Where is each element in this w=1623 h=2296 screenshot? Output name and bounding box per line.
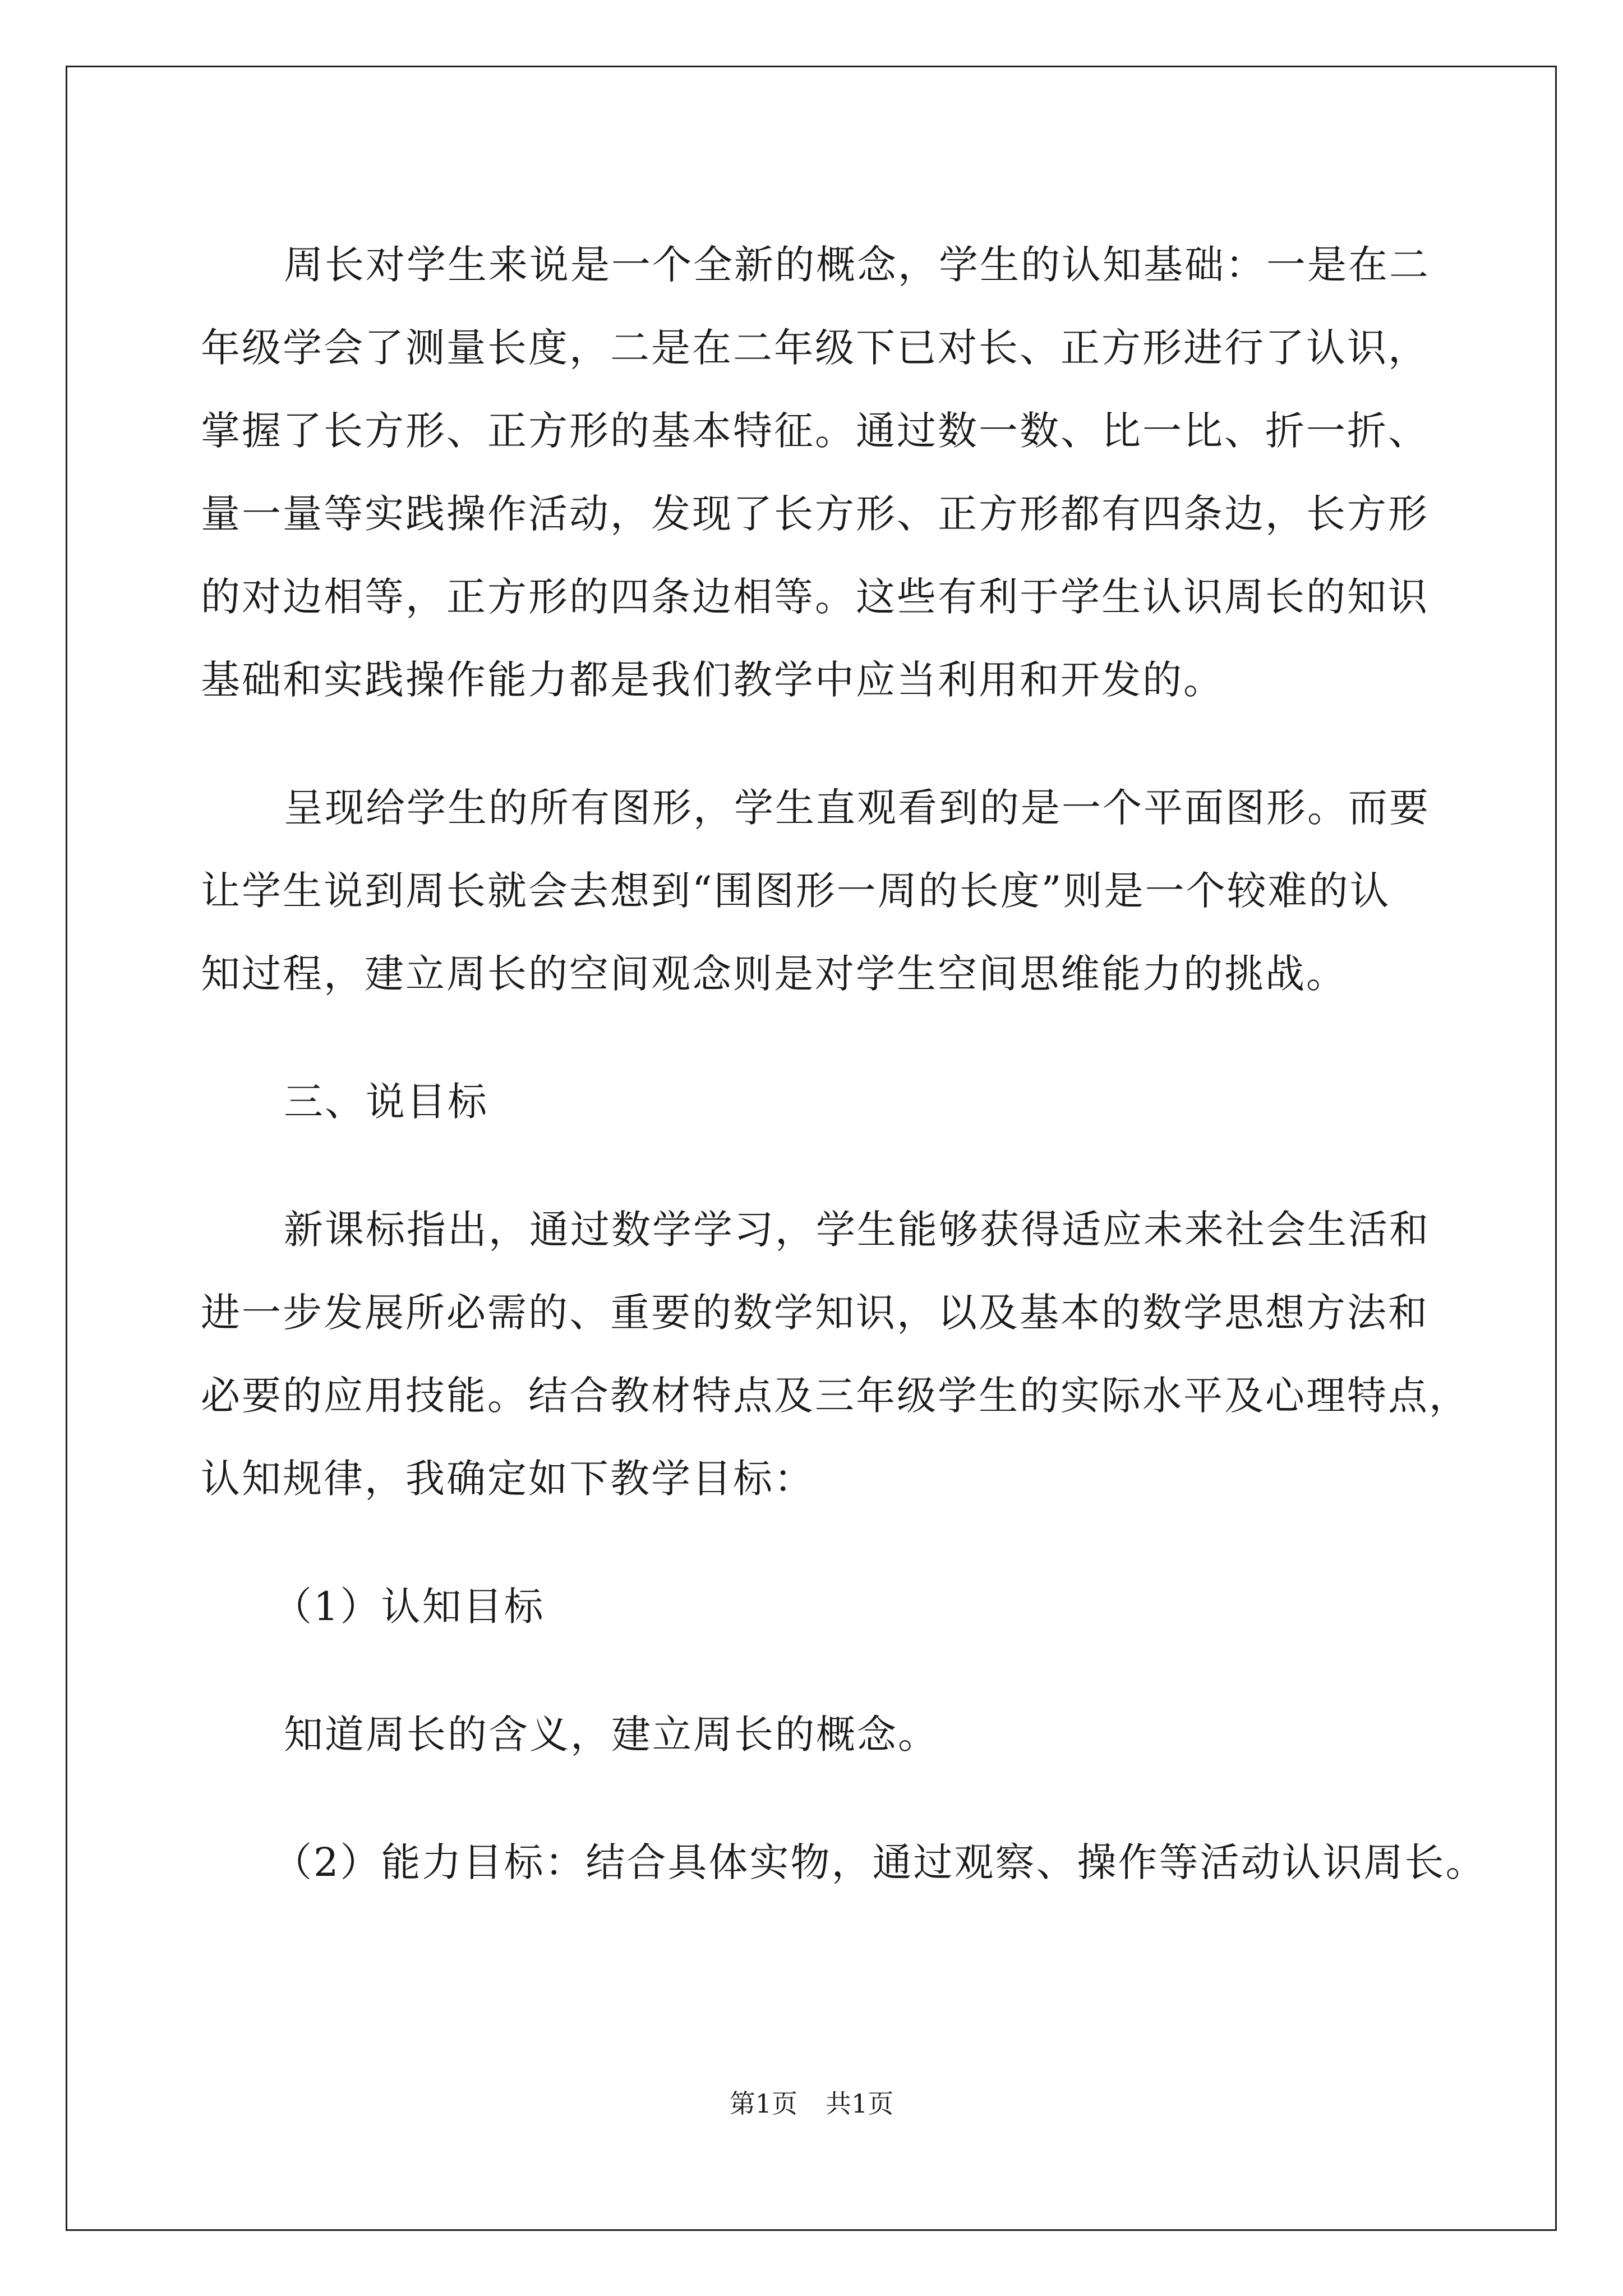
page-footer	[0, 2087, 1623, 2120]
objective-ability	[201, 1821, 1491, 1904]
list-item-heading: （2）能力目标：结合具体实物，通过观察、操作等活动认识周长。	[273, 1839, 1487, 1885]
paragraph-line: 基础和实践操作能力都是我们教学中应当利用和开发的。	[201, 657, 1224, 703]
page-number-current: 第1页	[729, 2088, 797, 2119]
paragraph-line: 年级学会了测量长度，二是在二年级下已对长、正方形进行了认识，	[201, 325, 1429, 371]
section-heading-objectives	[201, 1060, 1491, 1143]
paragraph-line: 让学生说到周长就会去想到“围图形一周的长度”则是一个较难的认	[201, 868, 1391, 914]
paragraph-line: 掌握了长方形、正方形的基本特征。通过数一数、比一比、折一折、	[201, 408, 1429, 454]
objective-cognitive-heading	[201, 1565, 1491, 1648]
list-item-heading: （1）认知目标	[273, 1584, 545, 1630]
paragraph-perimeter-concept	[201, 223, 1491, 721]
objective-cognitive-body	[201, 1693, 1491, 1776]
document-body	[201, 223, 1491, 1904]
paragraph-line: 认知规律，我确定如下教学目标：	[201, 1456, 815, 1502]
paragraph-line: 的对边相等，正方形的四条边相等。这些有利于学生认识周长的知识	[201, 574, 1429, 620]
paragraph-curriculum-standard	[201, 1188, 1491, 1520]
paragraph-spatial-concept	[201, 766, 1491, 1015]
paragraph-line: 知过程，建立周长的空间观念则是对学生空间思维能力的挑战。	[201, 951, 1347, 997]
paragraph-line: 必要的应用技能。结合教材特点及三年级学生的实际水平及心理特点，	[201, 1373, 1470, 1419]
paragraph-line: 呈现给学生的所有图形，学生直观看到的是一个平面图形。而要	[284, 785, 1430, 831]
paragraph-line: 量一量等实践操作活动，发现了长方形、正方形都有四条边，长方形	[201, 491, 1429, 537]
paragraph-line: 进一步发展所必需的、重要的数学知识，以及基本的数学思想方法和	[201, 1290, 1429, 1336]
section-heading: 三、说目标	[284, 1079, 488, 1125]
paragraph-line: 周长对学生来说是一个全新的概念，学生的认知基础：一是在二	[284, 242, 1430, 288]
paragraph-line: 知道周长的含义，建立周长的概念。	[284, 1711, 939, 1757]
page-number-total: 共1页	[826, 2088, 894, 2119]
paragraph-line: 新课标指出，通过数学学习，学生能够获得适应未来社会生活和	[284, 1207, 1430, 1253]
